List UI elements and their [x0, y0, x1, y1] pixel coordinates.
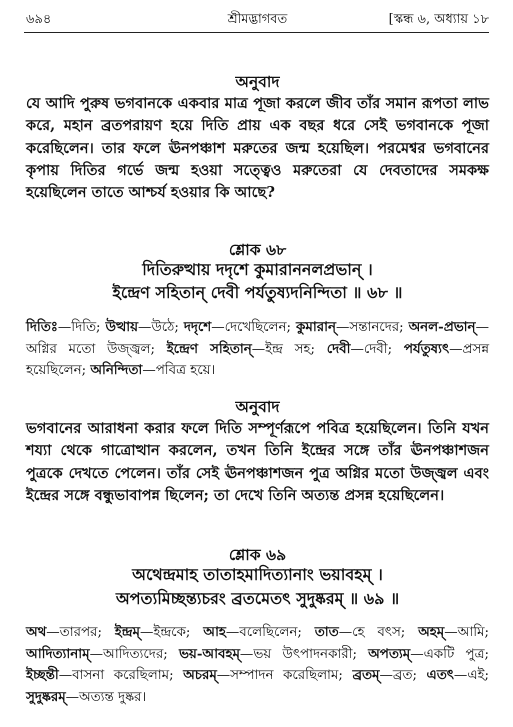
verse-68-line-2: ইন্দ্রেণ সহিতান্ দেবী পর্যতুষ্যদনিন্দিতা ॥ ৬৮ ॥ — [112, 283, 403, 302]
book-title: শ্রীমদ্ভাগবত — [227, 12, 288, 27]
verse-68-synonyms: দিতিঃ—দিতি; উত্থায়—উঠে; দদৃশে—দেখেছিলেন; কুমারান্—সন্তানদের; অনল-প্রভান্—অগ্নির মতো উজ্জ্বল; ইন্দ্রেণ সহিতান্—ইন্দ্র সহ; দেবী—দেবী; পর্যতুষ্যৎ—প্রসন্ন হয়েছিলেন; অনিন্দিতা—পবিত্র হয়ে। — [26, 319, 489, 379]
verse-69-line-2: অপত্যমিচ্ছন্ত্যচরং ব্রতমেতৎ সুদুষ্করম্ ॥ ৬৯ ॥ — [115, 589, 400, 608]
translation-paragraph-2: ভগবানের আরাধনা করার ফলে দিতি সম্পূর্ণরূপে পবিত্র হয়েছিলেন। তিনি যখন শয্যা থেকে গাত্রোত্থান করলেন, তখন তিনি ইন্দ্রের সঙ্গে তাঁর ঊনপঞ্চাশজন পুত্রকে দেখতে পেলেন। তাঁর সেই ঊনপঞ্চাশজন পুত্র অগ্নির মতো উজ্জ্বল এবং ইন্দ্রের সঙ্গে বন্ধুভাবাপন্ন ছিলেন; তা দেখে তিনি অত্যন্ত প্রসন্ন হয়েছিলেন। — [26, 420, 489, 504]
synonym-meaning: দেখেছিলেন — [224, 320, 287, 335]
synonym-word: এতৎ — [426, 667, 454, 684]
page-number: ৬৯৪ — [26, 12, 52, 27]
synonym-meaning: দিতি — [71, 320, 97, 335]
synonym-meaning: বাসনা করেছিলাম — [72, 668, 170, 684]
synonym-meaning: আদিত্যদের — [103, 646, 164, 662]
synonym-word: অথ — [26, 624, 47, 640]
synonym-word: ইচ্ছন্তী — [26, 667, 59, 684]
synonym-word: অনিন্দিতা — [90, 362, 143, 379]
synonym-word: অচরম্ — [183, 667, 217, 684]
verse-69-heading: শ্লোক ৬৯ — [228, 545, 287, 564]
synonym-meaning: উঠে — [151, 320, 175, 335]
translation-paragraph-1: যে আদি পুরুষ ভগবানকে একবার মাত্র পূজা করলে জীব তাঁর সমান রূপতা লাভ করে, মহান ব্রতপরায়ণ হয়ে দিতি প্রায় এক বছর ধরে সেই ভগবানকে পূজা করেছিলেন। তার ফলে ঊনপঞ্চাশ মরুতের জন্ম হয়েছিল। পরমেশ্বর ভগবানের কৃপায় দিতির গর্ভে জন্ম হওয়া সত্ত্বেও মরুতেরা যে দেবতাদের সমকক্ষ হয়েছিলেন তাতে আশ্চর্য হওয়ার কি আছে? — [26, 95, 489, 202]
synonym-word: কুমারান্ — [296, 319, 336, 335]
synonym-meaning: একটি পুত্র — [423, 646, 485, 662]
synonym-meaning: ব্রত — [392, 668, 413, 684]
synonym-word: অনল-প্রভান্ — [408, 319, 476, 335]
header-rule — [24, 32, 489, 33]
synonym-word: দেবী — [326, 340, 351, 357]
synonym-meaning: দেবী — [363, 341, 388, 357]
verse-68-heading: শ্লোক ৬৮ — [228, 240, 287, 259]
synonym-word: দদৃশে — [183, 319, 212, 335]
synonym-word: আহ — [203, 624, 226, 640]
synonym-word: দিতিঃ — [26, 319, 58, 335]
synonym-meaning: প্রসন্ন হয়েছিলেন — [26, 341, 489, 379]
synonym-meaning: ইন্দ্রকে — [153, 625, 186, 640]
synonym-meaning: সন্তানদের — [349, 320, 400, 335]
synonym-meaning: পবিত্র হয়ে। — [155, 363, 216, 379]
synonym-word: অহম্ — [418, 624, 445, 640]
synonym-meaning: বলেছিলেন — [239, 625, 298, 640]
verse-68-line-1: দিতিরুত্থায় দদৃশে কুমারাননলপ্রভান্ । — [142, 260, 373, 279]
verse-69-line-1: অথেন্দ্রমাহ তাতাহমাদিত্যানাং ভয়াবহম্ । — [132, 565, 383, 584]
synonym-meaning: এই — [467, 668, 485, 684]
synonym-word: ব্রতম্ — [352, 667, 380, 684]
translation-heading-1: অনুবাদ — [235, 72, 280, 91]
synonym-word: ইন্দ্রেণ সহিতান্ — [166, 340, 252, 357]
synonym-word: সুদুষ্করম্ — [26, 688, 66, 705]
synonym-meaning: অগ্নির মতো উজ্জ্বল — [26, 341, 151, 357]
synonym-word: ভয়-আবহম্ — [178, 645, 240, 662]
synonym-meaning: হে বৎস — [352, 625, 401, 640]
synonym-word: অপত্যম্ — [368, 645, 411, 662]
synonym-word: আদিত্যানাম্ — [26, 645, 90, 662]
page-header — [26, 10, 489, 32]
synonym-word: তাত — [314, 624, 339, 640]
synonym-meaning: সম্পাদন করেছিলাম — [230, 668, 339, 684]
synonym-meaning: ভয় উৎপাদনকারী — [253, 646, 353, 662]
synonym-word: উত্থায় — [105, 319, 138, 335]
synonym-word: পর্যতুষ্যৎ — [403, 340, 450, 357]
synonym-meaning: তারপর — [59, 625, 98, 640]
translation-heading-2: অনুবাদ — [235, 397, 280, 416]
synonym-word: ইন্দ্রম্ — [114, 624, 140, 640]
section-reference: [স্কন্ধ ৬, অধ্যায় ১৮ — [388, 12, 489, 27]
synonym-meaning: আমি — [457, 625, 485, 640]
synonym-meaning: অত্যন্ত দুষ্কর। — [79, 689, 147, 705]
verse-69-synonyms: অথ—তারপর; ইন্দ্রম্—ইন্দ্রকে; আহ—বলেছিলেন; তাত—হে বৎস; অহম্—আমি; আদিত্যানাম্—আদিত্যদের; ভয়-আবহম্—ভয় উৎপাদনকারী; অপত্যম্—একটি পুত্র; ইচ্ছন্তী—বাসনা করেছিলাম; অচরম্—সম্পাদন করেছিলাম; ব্রতম্—ব্রত; এতৎ—এই; সুদুষ্করম্—অত্যন্ত দুষ্কর। — [26, 624, 489, 705]
synonym-meaning: ইন্দ্র সহ — [265, 341, 311, 357]
